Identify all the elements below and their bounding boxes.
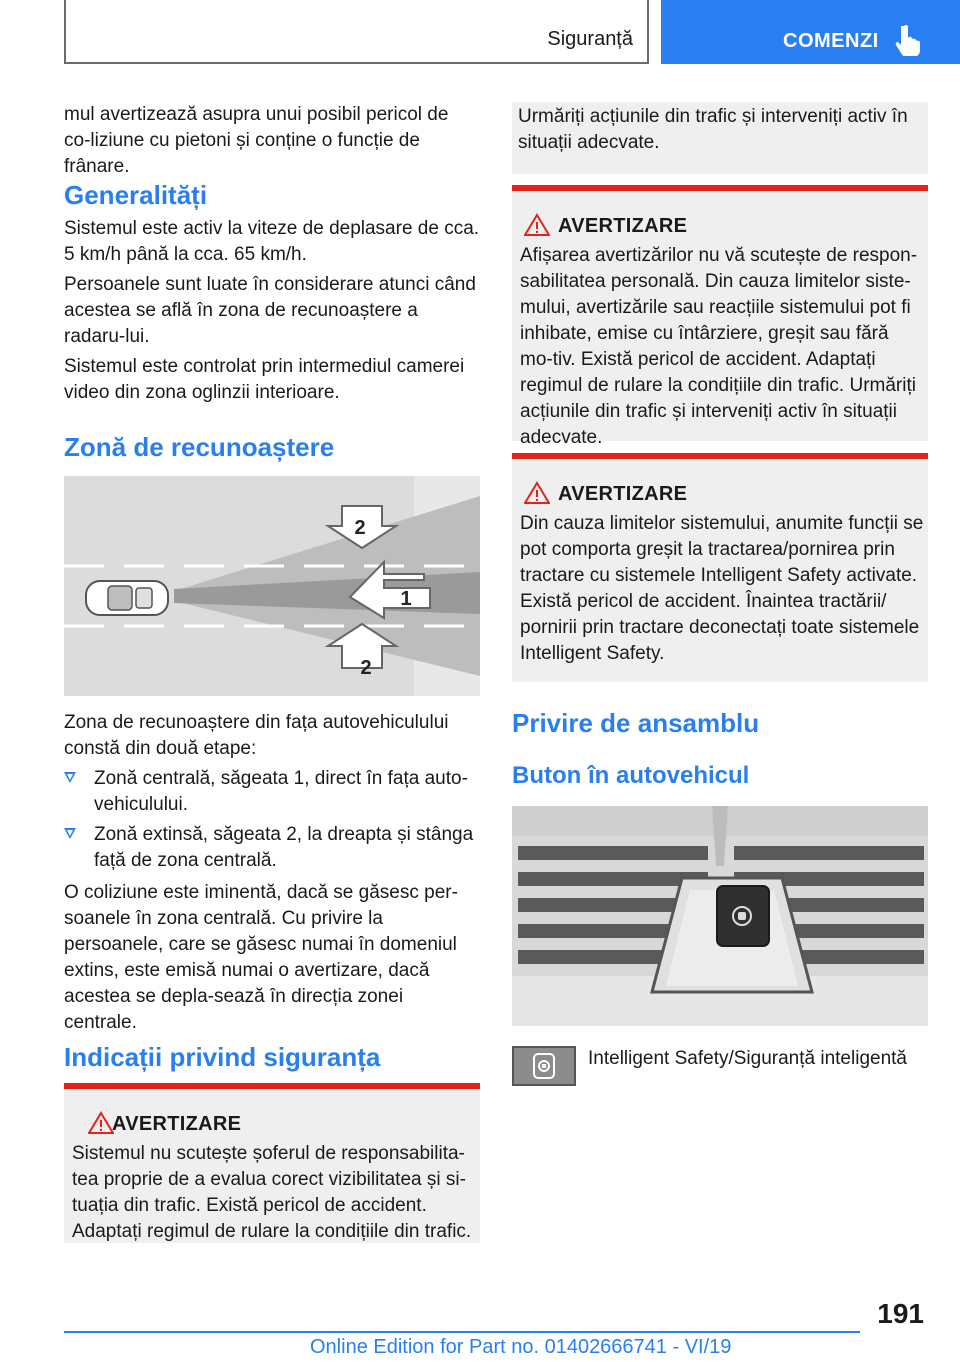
warning-title: AVERTIZARE — [558, 483, 688, 505]
warning-triangle-icon — [524, 481, 550, 505]
button-location-figure — [512, 806, 928, 1026]
page-number: 191 — [877, 1298, 924, 1329]
header-chapter-label: COMENZI — [783, 30, 879, 52]
heading-overview: Privire de ansamblu — [512, 708, 760, 738]
figure-label-bottom: 2 — [360, 657, 372, 679]
recognition-zone-figure — [64, 476, 480, 696]
zone-paragraph: Zona de recunoaștere din fața autovehiculului constă din două etape: — [64, 712, 449, 759]
intro-paragraph: mul avertizează asupra unui posibil pericol de co-liziune cu pietoni și conține o funcție de frânare. — [64, 104, 449, 177]
footer-edition: Online Edition for Part no. 01402666741 - VI/19 — [310, 1336, 732, 1358]
list-item — [64, 822, 480, 874]
heading-button-in-vehicle: Buton în autovehicul — [512, 762, 750, 789]
heading-recognition-zone: Zonă de recunoaștere — [64, 432, 335, 462]
warning-triangle-icon — [524, 213, 550, 237]
warning-box-left — [64, 1083, 480, 1243]
general-paragraph-3: Sistemul este controlat prin intermediul camerei video din zona oglinzii interioare. — [64, 356, 465, 403]
continuation-box — [512, 102, 928, 174]
figure-label-top: 2 — [354, 517, 366, 539]
header-chapter-tab — [661, 0, 960, 64]
header-section-label: Siguranță — [547, 28, 633, 50]
heading-safety-notes: Indicații privind siguranța — [64, 1042, 381, 1072]
triangle-bullet-icon — [64, 828, 76, 839]
recognition-zone-illustration — [64, 476, 480, 696]
dashboard-button-illustration — [512, 806, 928, 1026]
list-item — [64, 766, 480, 818]
list-item-text: Zonă extinsă, săgeata 2, la dreapta și stânga față de zona centrală. — [94, 824, 474, 871]
car-icon — [86, 581, 168, 615]
safety-symbol-icon — [514, 1048, 574, 1084]
figure-label-center: 1 — [400, 588, 412, 610]
continuation-text: Urmăriți acțiunile din trafic și interveniți activ în situații adecvate. — [518, 106, 908, 153]
header-section-tab — [64, 0, 649, 64]
footer-divider — [64, 1331, 860, 1333]
warning-box-right-2 — [512, 453, 928, 682]
warning-box-right-1 — [512, 185, 928, 448]
general-paragraph-2: Persoanele sunt luate în considerare atunci când acestea se află în zona de recunoaștere a radaru-lui. — [64, 274, 476, 347]
heading-general: Generalități — [64, 180, 208, 210]
warning-title: AVERTIZARE — [558, 215, 688, 237]
list-item-text: Zonă centrală, săgeata 1, direct în fața auto-vehiculului. — [94, 768, 468, 815]
button-caption: Intelligent Safety/Siguranță inteligentă — [588, 1048, 907, 1069]
intelligent-safety-button-icon — [512, 1046, 576, 1086]
warning-body: Din cauza limitelor sistemului, anumite funcții se pot comporta greșit la tractarea/pornirea prin tractare cu sistemele Intelligent Safety activate. Există pericol de accident. Înaintea tractării/ pornirii prin tractare deconectați toate sistemele Intelligent Safety. — [520, 513, 924, 664]
pointing-hand-icon — [895, 24, 921, 56]
triangle-bullet-icon — [64, 772, 76, 783]
warning-title: AVERTIZARE — [112, 1113, 242, 1135]
warning-triangle-icon — [88, 1111, 114, 1135]
warning-body: Sistemul nu scutește șoferul de responsabilita-tea proprie de a evalua corect vizibilitatea și si-tuația din trafic. Există pericol de accident. Adaptați regimul de rulare la condițiile din trafic. — [72, 1143, 472, 1242]
general-paragraph-1: Sistemul este activ la viteze de deplasare de cca. 5 km/h până la cca. 65 km/h. — [64, 218, 480, 265]
collision-paragraph: O coliziune este iminentă, dacă se găsesc per-soanele în zona centrală. Cu privire la persoanele, care se găsesc numai în domeniul extins, este emisă numai o avertizare, dacă acestea se depla-sează în direcția zonei centrale. — [64, 882, 458, 1033]
warning-body: Afișarea avertizărilor nu vă scutește de respon-sabilitatea personală. Din cauza limitelor siste-mului, avertizările sau reacțiile sistemului pot fi inhibate, emise cu întârziere, greșit sau fără mo-tiv. Există pericol de accident. Adaptați regimul de rulare la condițiile din trafic. Urmăriți acțiunile din trafic și interveniți activ în situații adecvate. — [520, 245, 918, 448]
